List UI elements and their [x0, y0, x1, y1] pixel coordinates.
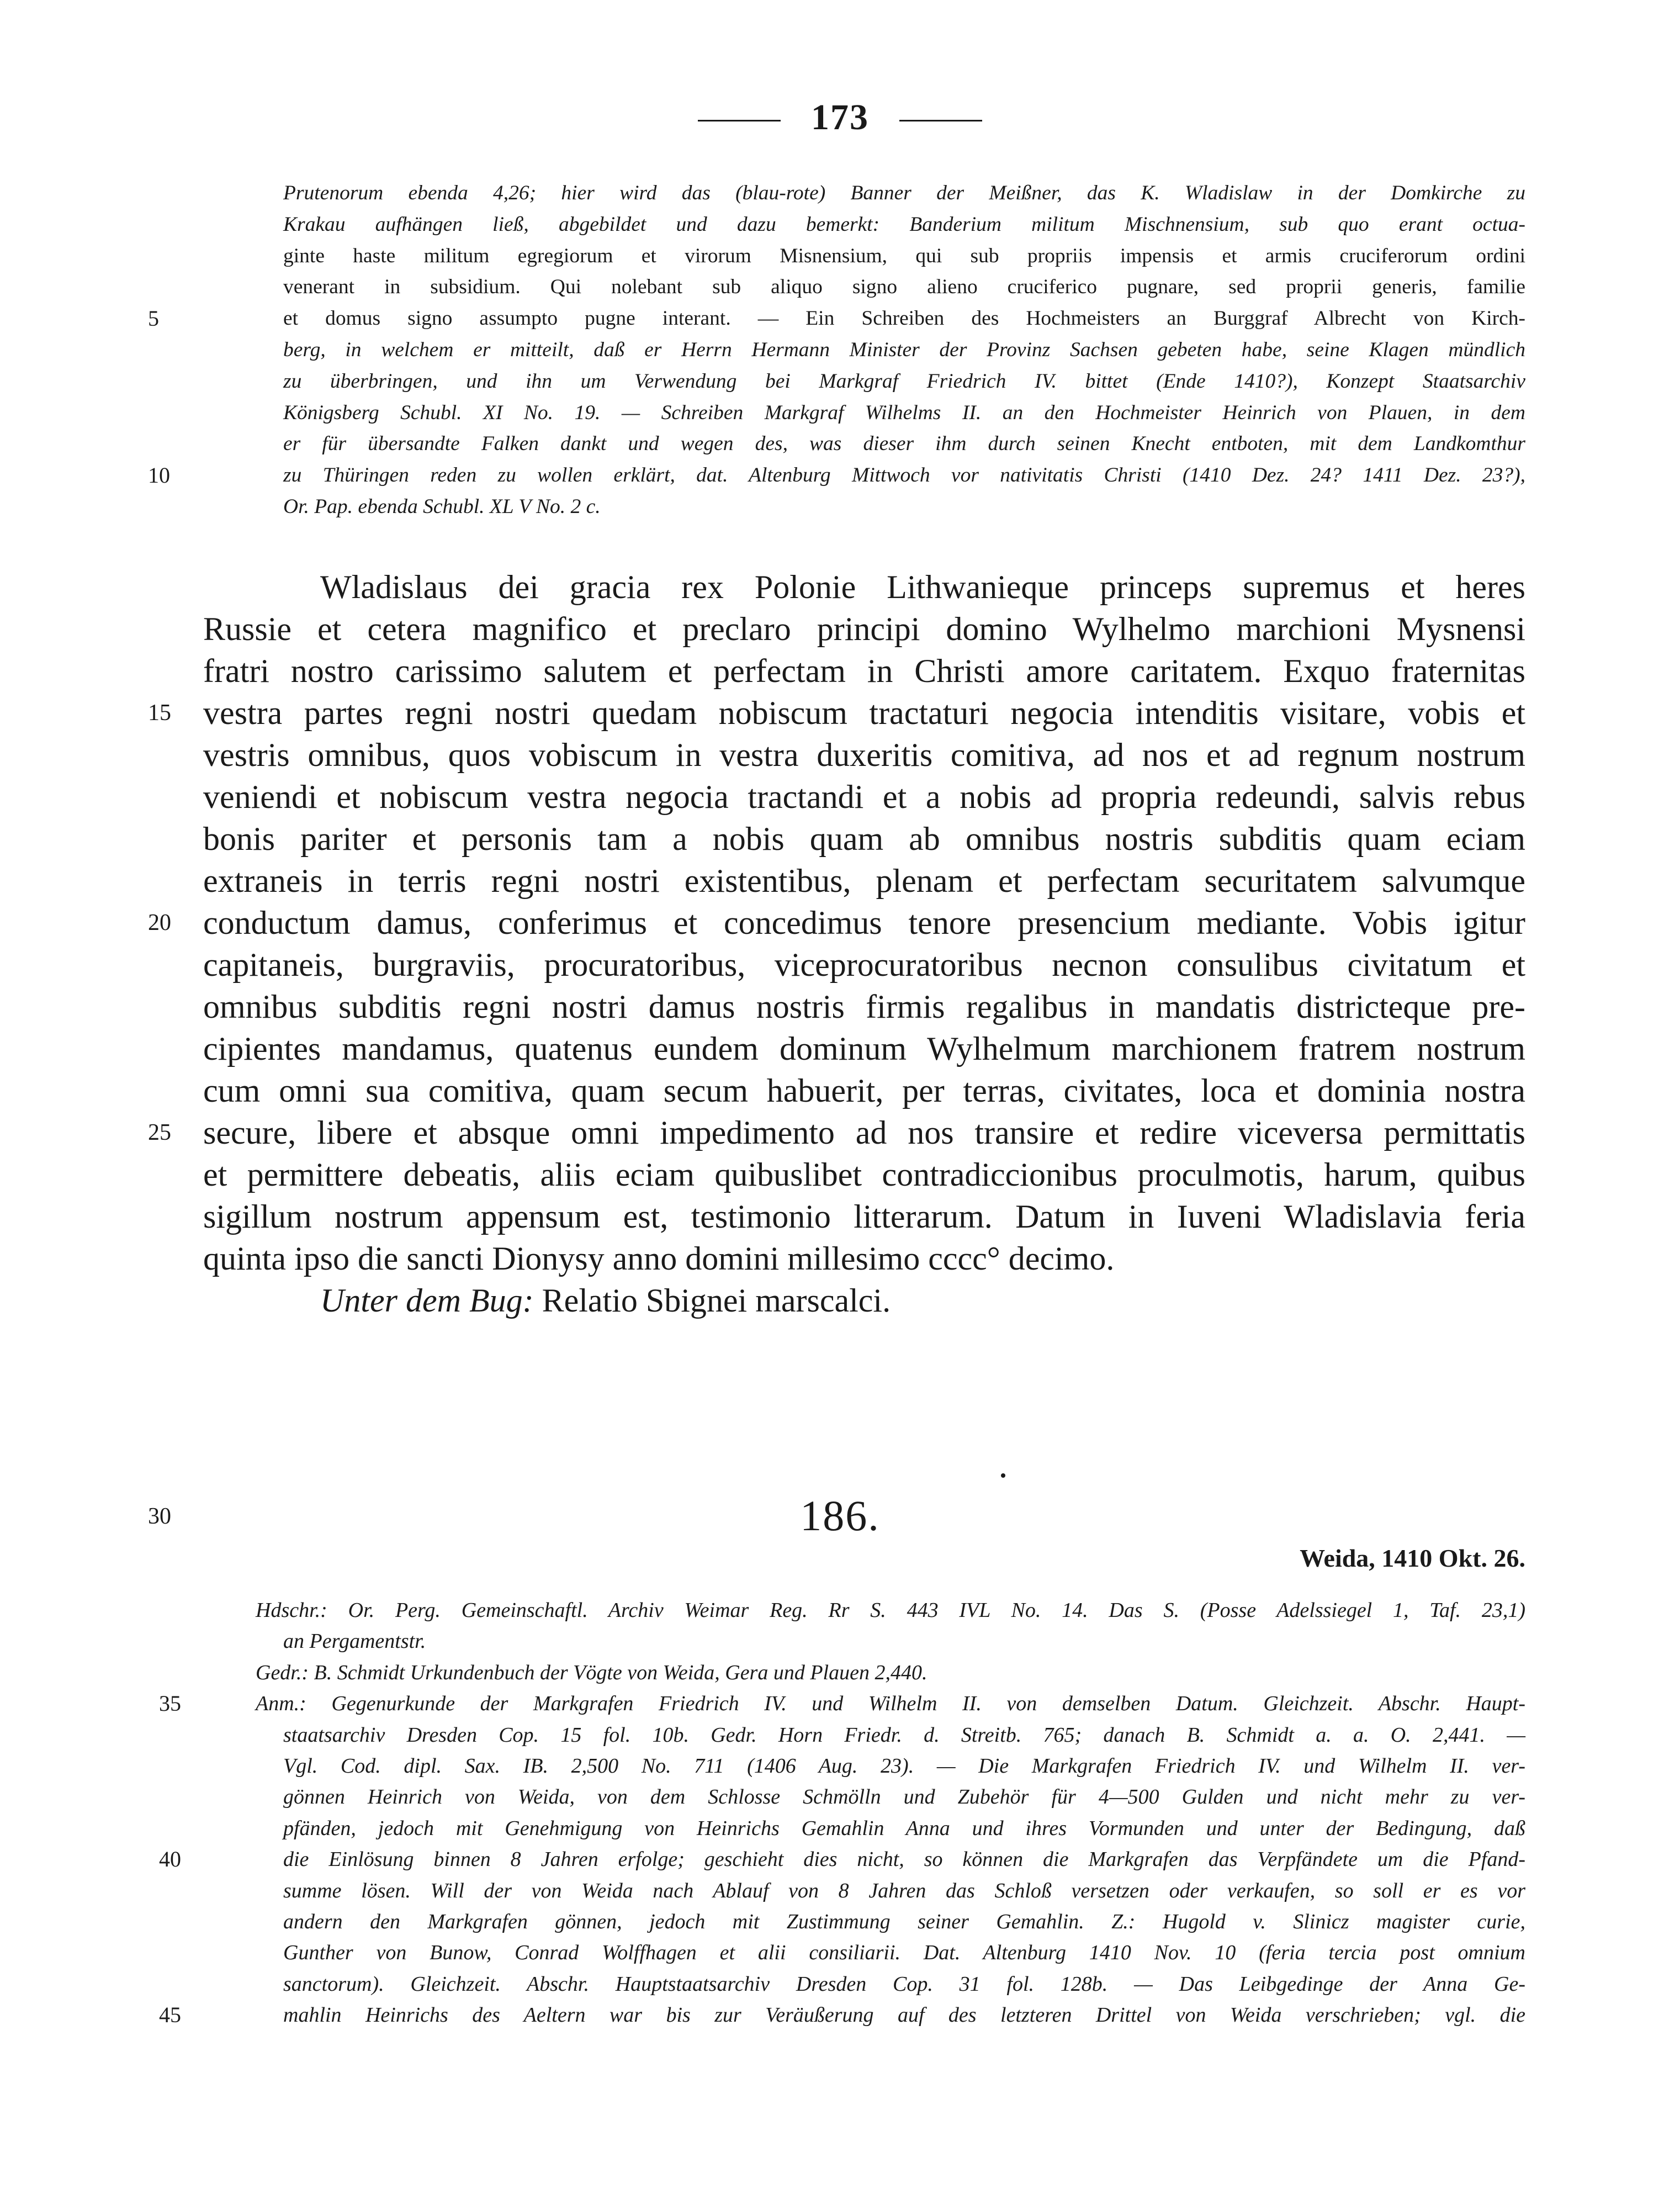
page-number: 173	[811, 97, 869, 138]
apparatus-line: summe lösen. Will der von Weida nach Ablauf von 8 Jahren das Schloß versetzen oder verkaufen, so soll er es vor	[283, 1879, 1525, 1902]
apparatus-block	[159, 1595, 1525, 2031]
main-line: cum omni sua comitiva, quam secum habuerit, per terras, civitates, loca et dominia nostra	[203, 1072, 1525, 1109]
main-line: 25 secure, libere et absque omni impedimento ad nos transire et redire viceversa permittatis	[203, 1112, 1525, 1154]
note-line: berg, in welchem er mitteilt, daß er Herrn Hermann Minister der Provinz Sachsen gebeten habe, seine Klagen mündlich	[283, 338, 1525, 361]
main-line: 20 conductum damus, conferimus et concedimus tenore presencium mediante. Vobis igitur	[203, 902, 1525, 944]
note-line: zu überbringen, und ihn um Verwendung bei Markgraf Friedrich IV. bittet (Ende 1410?), Konzept Staatsarchiv	[283, 369, 1525, 393]
note-line: venerant in subsidium. Qui nolebant sub aliquo signo alieno cruciferico pugnare, sed proprii generis, familie	[283, 276, 1525, 299]
main-text	[148, 566, 1525, 1321]
line-number: 35	[159, 1691, 181, 1716]
apparatus-line: Hdschr.: Or. Perg. Gemeinschaftl. Archiv Weimar Reg. Rr S. 443 IVL No. 14. Das S. (Posse Adelssiegel 1, Taf. 23,1)	[256, 1599, 1525, 1622]
apparatus-line: 40 die Einlösung binnen 8 Jahren erfolge; geschieht dies nicht, so können die Markgrafen das Verpfändete um die Pfand-	[256, 1844, 1525, 1875]
apparatus-line: pfänden, jedoch mit Genehmigung von Heinrichs Gemahlin Anna und ihres Vormunden und unter der Bedingung, daß	[283, 1816, 1525, 1840]
apparatus-line: Gedr.: B. Schmidt Urkundenbuch der Vögte von Weida, Gera und Plauen 2,440.	[256, 1661, 928, 1684]
note-line: er für übersandte Falken dankt und wegen des, was dieser ihm durch seinen Knecht entboten, mit dem Landkomthur	[283, 432, 1525, 456]
line-number: 30	[148, 1504, 171, 1529]
main-line: et permittere debeatis, aliis eciam quibuslibet contradiccionibus proculmotis, harum, quibus	[203, 1156, 1525, 1193]
main-line: 15 vestra partes regni nostri quedam nobiscum tractaturi negocia intenditis visitare, vobis et	[203, 692, 1525, 734]
apparatus-line: Gunther von Bunow, Conrad Wolffhagen et alii consiliarii. Dat. Altenburg 1410 Nov. 10 (feria tercia post omnium	[283, 1941, 1525, 1965]
line-number: 15	[148, 700, 171, 726]
header-rule-left	[698, 120, 781, 121]
line-number: 10	[148, 463, 170, 488]
main-line: capitaneis, burgraviis, procuratoribus, viceprocuratoribus necnon consulibus civitatum et	[203, 947, 1525, 983]
apparatus-line: staatsarchiv Dresden Cop. 15 fol. 10b. Gedr. Horn Friedr. d. Streitb. 765; danach B. Schmidt a. a. O. 2,441. —	[283, 1723, 1525, 1747]
line-number: 40	[159, 1847, 181, 1872]
note-block	[148, 178, 1525, 523]
apparatus-line: gönnen Heinrich von Weida, von dem Schlosse Schmölln und Zubehör für 4—500 Gulden und nicht mehr zu ver-	[283, 1785, 1525, 1809]
line-number: 20	[148, 910, 171, 935]
apparatus-line: Vgl. Cod. dipl. Sax. IB. 2,500 No. 711 (1406 Aug. 23). — Die Markgrafen Friedrich IV. und Wilhelm II. ver-	[283, 1754, 1525, 1778]
main-line: veniendi et nobiscum vestra negocia tractandi et a nobis ad propria redeundi, salvis rebus	[203, 779, 1525, 815]
note-line: 5 et domus signo assumpto pugne interant. — Ein Schreiben des Hochmeisters an Burggraf Albrecht von Kirch-	[283, 303, 1525, 335]
page-header	[0, 97, 1680, 139]
main-line: fratri nostro carissimo salutem et perfectam in Christi amore caritatem. Exquo fraternitas	[203, 653, 1525, 689]
note-line: Prutenorum ebenda 4,26; hier wird das (blau-rote) Banner der Meißner, das K. Wladislaw in der Domkirche zu	[283, 182, 1525, 204]
main-line: bonis pariter et personis tam a nobis quam ab omnibus nostris subditis quam eciam	[203, 821, 1525, 857]
note-line: Krakau aufhängen ließ, abgebildet und dazu bemerkt: Banderium militum Mischnensium, sub quo erant octua-	[283, 213, 1525, 236]
apparatus-line: 45 mahlin Heinrichs des Aeltern war bis zur Veräußerung auf des letzteren Drittel von Weida verschrieben; vgl. die	[256, 2000, 1525, 2031]
note-line: ginte haste militum egregiorum et virorum Misnensium, qui sub propriis impensis et armis cruciferorum ordini	[283, 244, 1525, 267]
note-line: Or. Pap. ebenda Schubl. XL V No. 2 c.	[283, 495, 601, 518]
apparatus-line: an Pergamentstr.	[283, 1630, 426, 1653]
dateline: Weida, 1410 Okt. 26.	[1300, 1544, 1525, 1572]
line-number: 5	[148, 306, 159, 331]
note-line: 10 zu Thüringen reden zu wollen erklärt, dat. Altenburg Mittwoch vor nativitatis Christi (1410 Dez. 24? 1411 Dez. 23?),	[283, 460, 1525, 491]
main-line: extraneis in terris regni nostri existentibus, plenam et perfectam securitatem salvumque	[203, 863, 1525, 899]
line-number: 25	[148, 1120, 171, 1145]
note-line: Königsberg Schubl. XI No. 19. — Schreiben Markgraf Wilhelms II. an den Hochmeister Heinrich von Plauen, in dem	[283, 401, 1525, 424]
main-line: Wladislaus dei gracia rex Polonie Lithwanieque princeps supremus et heres	[320, 569, 1525, 605]
main-line: cipientes mandamus, quatenus eundem dominum Wylhelmum marchionem fratrem nostrum	[203, 1030, 1525, 1067]
under-bug-line	[203, 1279, 1525, 1321]
main-line: omnibus subditis regni nostri damus nostris firmis regalibus in mandatis districteque pre-	[203, 988, 1525, 1025]
apparatus-line: andern den Markgrafen gönnen, jedoch mit Zustimmung seiner Gemahlin. Z.: Hugold v. Slinicz magister curie,	[283, 1910, 1525, 1934]
line-number: 45	[159, 2002, 181, 2028]
main-line: sigillum nostrum appensum est, testimonio litterarum. Datum in Iuveni Wladislavia feria	[203, 1198, 1525, 1235]
header-rule-right	[899, 120, 982, 121]
main-line: quinta ipso die sancti Dionysy anno domini millesimo cccc° decimo.	[203, 1240, 1115, 1277]
main-line: vestris omnibus, quos vobiscum in vestra duxeritis comitiva, ad nos et ad regnum nostrum	[203, 737, 1525, 773]
apparatus-line: 35 Anm.: Gegenurkunde der Markgrafen Friedrich IV. und Wilhelm II. von demselben Datum. Gleichzeit. Abschr. Haupt-	[256, 1688, 1525, 1719]
apparatus-line: sanctorum). Gleichzeit. Abschr. Hauptstaatsarchiv Dresden Cop. 31 fol. 128b. — Das Leibgedinge der Anna Ge-	[283, 1972, 1525, 1996]
document-number: 186.	[800, 1492, 880, 1540]
stray-dot	[1001, 1473, 1005, 1478]
main-line: Russie et cetera magnifico et preclaro principi domino Wylhelmo marchioni Mysnensi	[203, 611, 1525, 647]
under-bug-label: Unter dem Bug:	[320, 1282, 534, 1319]
under-bug-text: Relatio Sbignei marscalci.	[542, 1282, 891, 1319]
